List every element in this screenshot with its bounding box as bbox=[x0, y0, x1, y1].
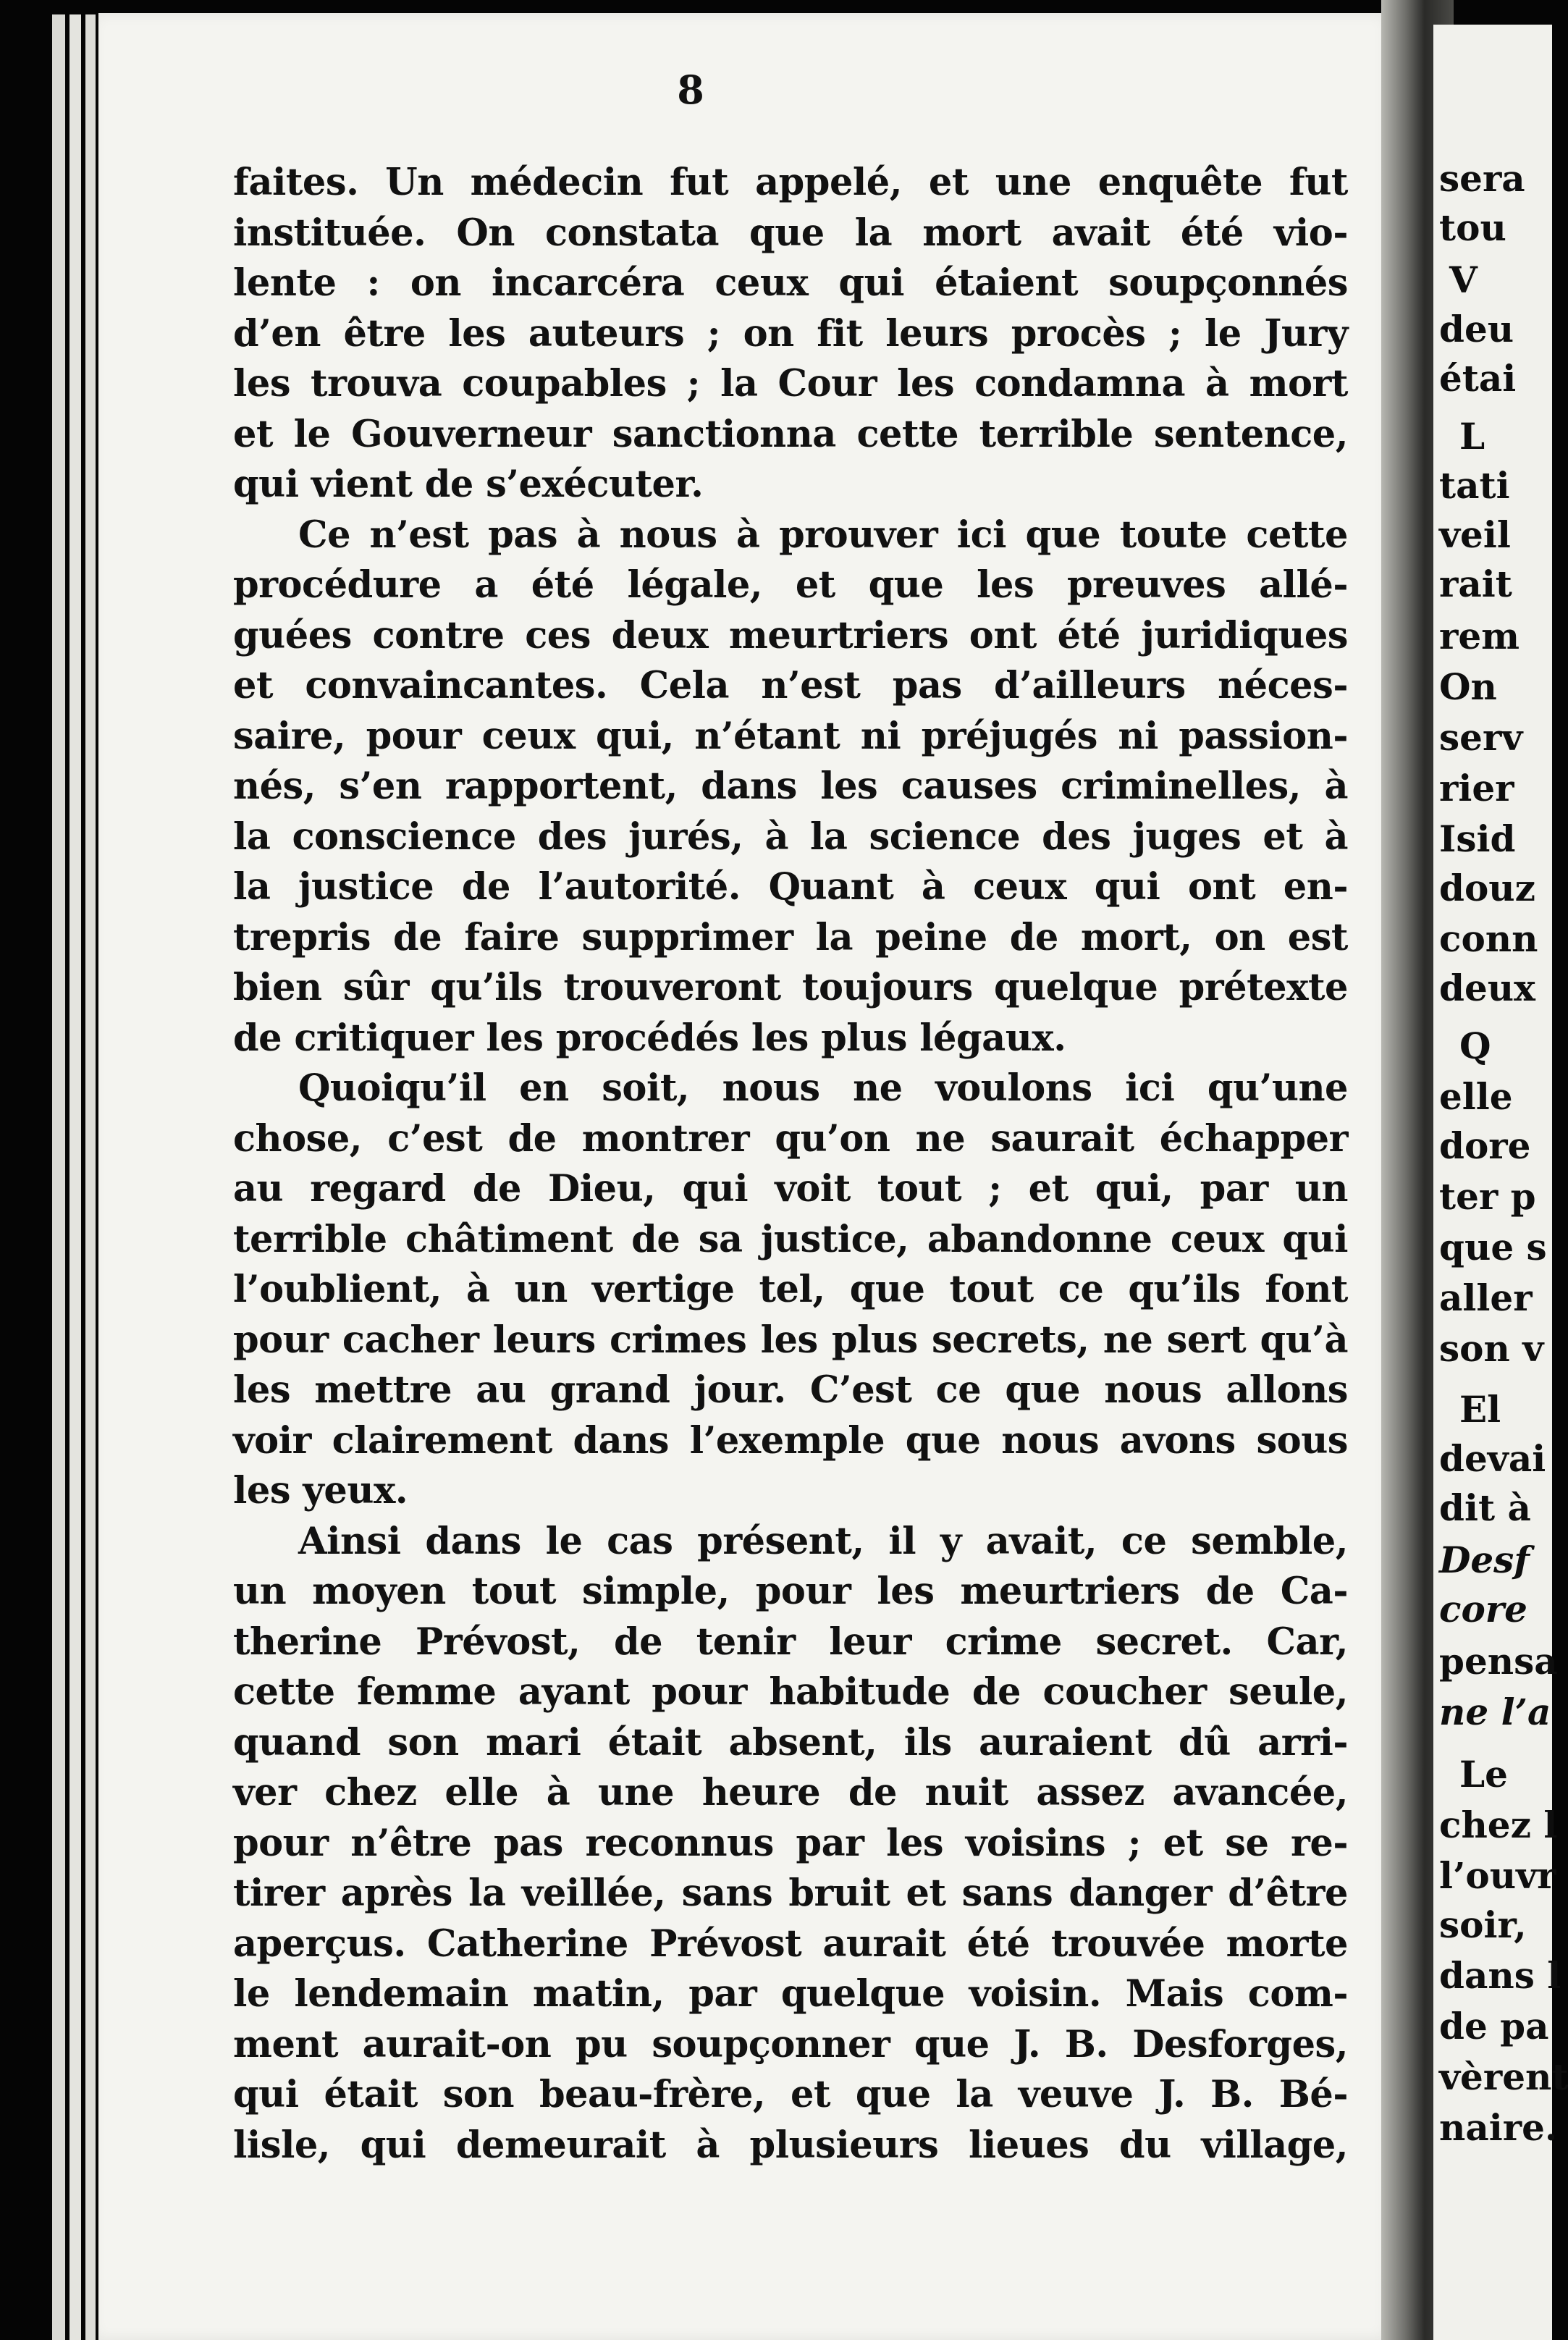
facing-page-fragment: dans l bbox=[1439, 1954, 1561, 1997]
text-line: quand son mari était absent, ils auraient dû arri- bbox=[233, 1720, 1348, 1764]
facing-page-fragment: Desf bbox=[1439, 1539, 1530, 1581]
facing-page-fragment: deu bbox=[1439, 308, 1514, 350]
text-line: la conscience des jurés, à la science des juges et à bbox=[233, 815, 1348, 859]
text-line: voir clairement dans l’exemple que nous avons sous bbox=[233, 1418, 1348, 1462]
facing-page-fragment: ter p bbox=[1439, 1175, 1536, 1218]
facing-page-fragment: On bbox=[1439, 665, 1497, 708]
text-line: lente : on incarcéra ceux qui étaient soupçonnés bbox=[233, 261, 1348, 305]
facing-page-fragment: aller bbox=[1439, 1276, 1533, 1319]
facing-page-fragment: deux bbox=[1439, 967, 1535, 1009]
text-line: aperçus. Catherine Prévost aurait été trouvée morte bbox=[233, 1922, 1348, 1966]
text-line: les yeux. bbox=[233, 1469, 408, 1512]
facing-page-fragment: que s bbox=[1439, 1226, 1547, 1268]
facing-page-fragment: son v bbox=[1439, 1327, 1544, 1370]
facing-page-fragment: pensa bbox=[1439, 1640, 1558, 1683]
text-line: l’oublient, à un vertige tel, que tout ce qu’ils font bbox=[233, 1268, 1348, 1311]
text-line: instituée. On constata que la mort avait été vio- bbox=[233, 211, 1348, 255]
facing-page-fragment: veil bbox=[1439, 513, 1511, 556]
facing-page-fragment: core bbox=[1439, 1588, 1527, 1630]
facing-page bbox=[1433, 25, 1568, 2340]
text-line: pour cacher leurs crimes les plus secrets, ne sert qu’à bbox=[233, 1318, 1348, 1362]
facing-page-fragment: El bbox=[1459, 1388, 1501, 1431]
text-line: d’en être les auteurs ; on fit leurs procès ; le Jury bbox=[233, 311, 1348, 355]
facing-page-fragment: naire. bbox=[1439, 2106, 1558, 2149]
text-line: Ce n’est pas à nous à prouver ici que toute cette bbox=[298, 513, 1348, 557]
text-line: faites. Un médecin fut appelé, et une enquête fut bbox=[233, 161, 1348, 204]
text-line: terrible châtiment de sa justice, abandonne ceux qui bbox=[233, 1217, 1348, 1261]
facing-page-fragment: rem bbox=[1439, 615, 1520, 657]
facing-page-fragment: tou bbox=[1439, 206, 1506, 249]
facing-page-fragment: rier bbox=[1439, 767, 1514, 809]
text-line: cette femme ayant pour habitude de coucher seule, bbox=[233, 1670, 1348, 1714]
page-edge bbox=[85, 14, 96, 2340]
text-line: trepris de faire supprimer la peine de mort, on est bbox=[233, 915, 1348, 959]
text-line: guées contre ces deux meurtriers ont été juridiques bbox=[233, 613, 1348, 657]
text-line: pour n’être pas reconnus par les voisins ; et se re- bbox=[233, 1821, 1348, 1865]
text-line: Ainsi dans le cas présent, il y avait, ce semble, bbox=[298, 1519, 1348, 1563]
facing-page-fragment: Le bbox=[1459, 1753, 1508, 1796]
facing-page-fragment: L bbox=[1459, 415, 1485, 458]
facing-page-fragment: l’ouvr bbox=[1439, 1854, 1556, 1897]
facing-page-fragment: devai bbox=[1439, 1437, 1546, 1480]
page-edge bbox=[52, 14, 65, 2340]
facing-page-fragment: ne l’a bbox=[1439, 1691, 1551, 1733]
text-line: qui vient de s’exécuter. bbox=[233, 463, 704, 506]
facing-page-fragment: sera bbox=[1439, 157, 1525, 200]
facing-page-fragment: soir, bbox=[1439, 1903, 1527, 1946]
text-line: qui était son beau-frère, et que la veuve J. B. Bé- bbox=[233, 2073, 1348, 2116]
text-line: lisle, qui demeurait à plusieurs lieues du village, bbox=[233, 2123, 1348, 2167]
text-line: la justice de l’autorité. Quant à ceux qui ont en- bbox=[233, 865, 1348, 909]
facing-page-fragment: dore bbox=[1439, 1124, 1531, 1167]
text-line: le lendemain matin, par quelque voisin. Mais com- bbox=[233, 1972, 1348, 2016]
text-line: tirer après la veillée, sans bruit et sans danger d’être bbox=[233, 1872, 1348, 1915]
facing-page-fragment: V bbox=[1449, 258, 1478, 301]
text-line: et convaincantes. Cela n’est pas d’ailleurs néces- bbox=[233, 664, 1348, 707]
facing-page-fragment: elle bbox=[1439, 1075, 1513, 1118]
text-line: les mettre au grand jour. C’est ce que nous allons bbox=[233, 1368, 1348, 1412]
text-line: ver chez elle à une heure de nuit assez avancée, bbox=[233, 1771, 1348, 1814]
facing-page-fragment: tati bbox=[1439, 464, 1510, 507]
facing-page-fragment: étai bbox=[1439, 357, 1517, 400]
text-line: chose, c’est de montrer qu’on ne saurait échapper bbox=[233, 1116, 1348, 1161]
text-line: therine Prévost, de tenir leur crime secret. Car, bbox=[233, 1620, 1348, 1664]
facing-page-fragment: chez l bbox=[1439, 1804, 1558, 1846]
text-line: et le Gouverneur sanctionna cette terrible sentence, bbox=[233, 412, 1348, 456]
text-line: bien sûr qu’ils trouveront toujours quelque prétexte bbox=[233, 966, 1348, 1009]
page-edge bbox=[69, 14, 81, 2340]
text-line: ment aurait-on pu soupçonner que J. B. Desforges, bbox=[233, 2022, 1348, 2066]
text-line: un moyen tout simple, pour les meurtriers de Ca- bbox=[233, 1570, 1348, 1613]
facing-page-fragment: Q bbox=[1459, 1024, 1491, 1067]
facing-page-fragment: rait bbox=[1439, 563, 1512, 605]
text-line: saire, pour ceux qui, n’étant ni préjugés ni passion- bbox=[233, 714, 1348, 758]
facing-page-fragment: de pa bbox=[1439, 2005, 1549, 2048]
facing-page-fragment: vèrent bbox=[1439, 2055, 1568, 2098]
text-line: Quoiqu’il en soit, nous ne voulons ici qu’une bbox=[298, 1066, 1348, 1110]
body-text bbox=[233, 158, 1348, 2171]
text-line: au regard de Dieu, qui voit tout ; et qui, par un bbox=[233, 1167, 1348, 1211]
facing-page-fragment: serv bbox=[1439, 716, 1523, 759]
text-line: nés, s’en rapportent, dans les causes criminelles, à bbox=[233, 765, 1348, 808]
text-line: procédure a été légale, et que les preuves allé- bbox=[233, 563, 1348, 607]
text-line: de critiquer les procédés les plus légaux. bbox=[233, 1016, 1066, 1060]
facing-page-fragment: douz bbox=[1439, 867, 1536, 909]
main-page bbox=[98, 13, 1393, 2340]
facing-page-fragment: Isid bbox=[1439, 817, 1516, 860]
page-number: 8 bbox=[677, 67, 704, 113]
facing-page-fragment: dit à bbox=[1439, 1486, 1531, 1529]
text-line: les trouva coupables ; la Cour les condamna à mort bbox=[233, 362, 1348, 405]
facing-page-fragment: conn bbox=[1439, 917, 1538, 960]
